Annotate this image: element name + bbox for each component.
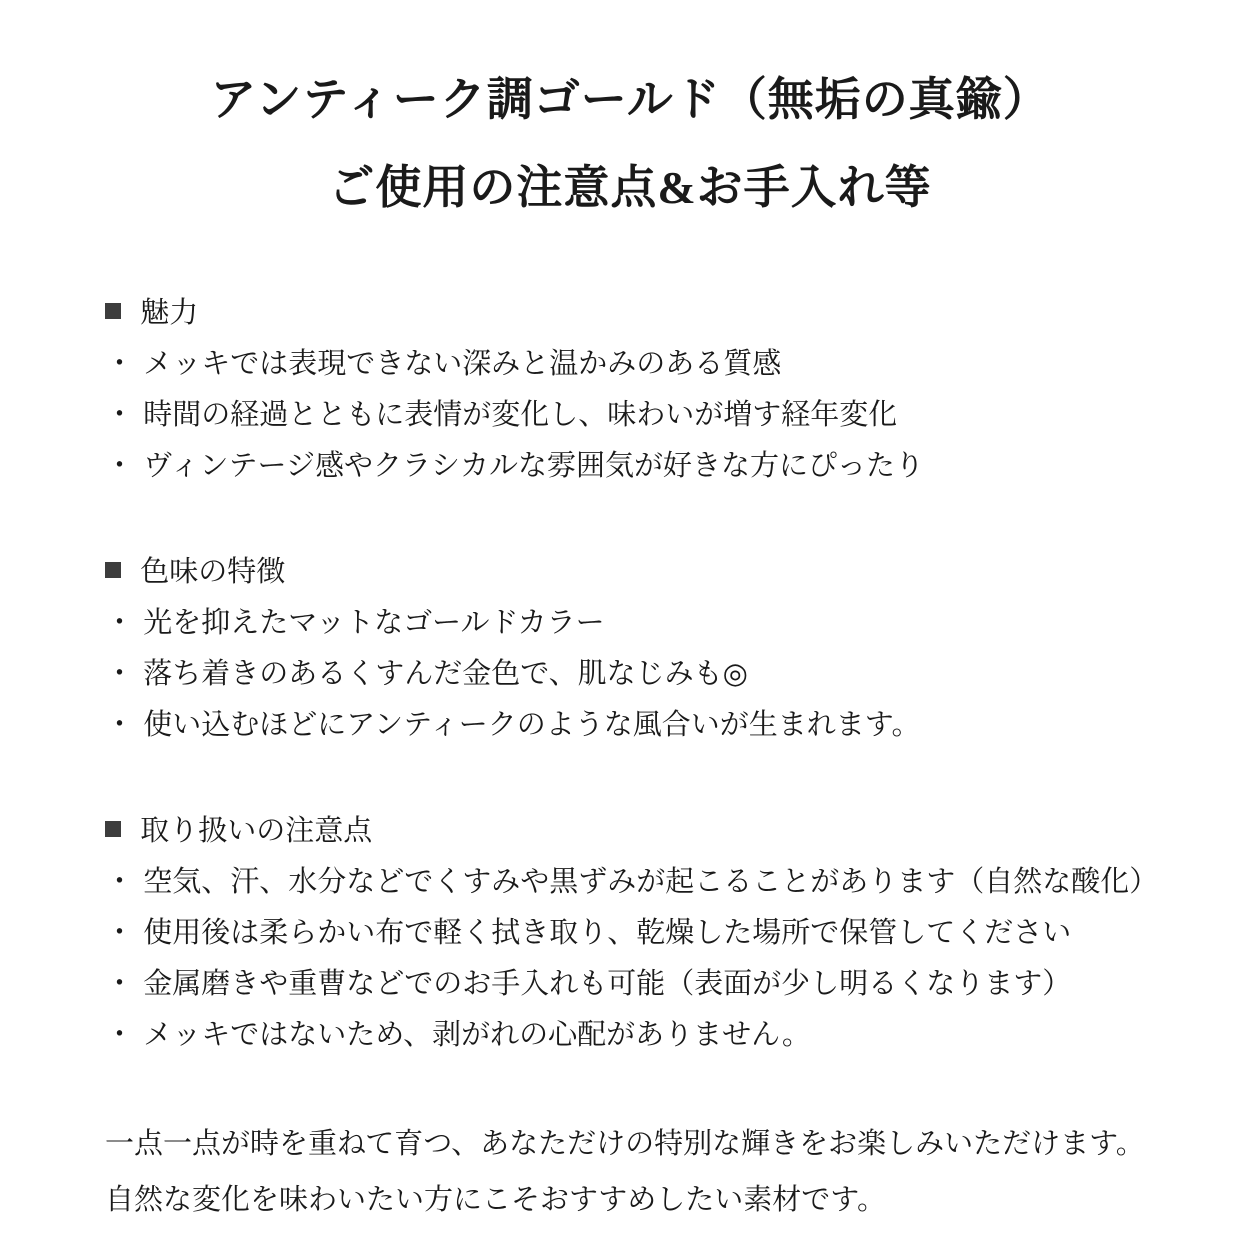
dot-bullet-icon: ・ xyxy=(105,968,135,1000)
section-heading-text: 取り扱いの注意点 xyxy=(140,815,373,847)
list-item-text: 落ち着きのあるくすんだ金色で、肌なじみも◎ xyxy=(143,658,748,690)
dot-bullet-icon: ・ xyxy=(105,348,135,380)
list-item xyxy=(105,1010,1215,1061)
list-item-text: メッキでは表現できない深みと温かみのある質感 xyxy=(143,348,782,380)
page-title xyxy=(0,56,1260,232)
section-heading xyxy=(105,806,1215,857)
section-appeal xyxy=(105,288,1215,492)
list-item-text: 使い込むほどにアンティークのような風合いが生まれます。 xyxy=(143,709,921,741)
square-bullet-icon xyxy=(105,562,121,578)
list-item-text: 使用後は柔らかい布で軽く拭き取り、乾燥した場所で保管してください xyxy=(143,917,1072,949)
dot-bullet-icon: ・ xyxy=(105,1019,135,1051)
list-item xyxy=(105,649,1215,700)
section-color xyxy=(105,547,1215,751)
list-item-text: 金属磨きや重曹などでのお手入れも可能（表面が少し明るくなります） xyxy=(143,968,1072,1000)
section-handling xyxy=(105,806,1215,1061)
list-item xyxy=(105,959,1215,1010)
page-title-line2: ご使用の注意点&お手入れ等 xyxy=(328,162,932,213)
list-item-text: ヴィンテージ感やクラシカルな雰囲気が好きな方にぴったり xyxy=(143,450,924,482)
list-item xyxy=(105,598,1215,649)
list-item xyxy=(105,339,1215,390)
dot-bullet-icon: ・ xyxy=(105,450,135,482)
page-title-line1: アンティーク調ゴールド（無垢の真鍮） xyxy=(210,74,1050,125)
square-bullet-icon xyxy=(105,303,121,319)
dot-bullet-icon: ・ xyxy=(105,658,135,690)
section-heading xyxy=(105,288,1215,339)
list-item xyxy=(105,857,1215,908)
section-heading-text: 魅力 xyxy=(140,297,199,329)
dot-bullet-icon: ・ xyxy=(105,607,135,639)
closing-line1: 一点一点が時を重ねて育つ、あなただけの特別な輝きをお楽しみいただけます。 xyxy=(105,1128,1145,1160)
dot-bullet-icon: ・ xyxy=(105,866,135,898)
list-item-text: 時間の経過とともに表情が変化し、味わいが増す経年変化 xyxy=(143,399,898,431)
dot-bullet-icon: ・ xyxy=(105,709,135,741)
list-item xyxy=(105,700,1215,751)
content-area xyxy=(105,288,1215,1061)
dot-bullet-icon: ・ xyxy=(105,399,135,431)
closing-line2: 自然な変化を味わいたい方にこそおすすめしたい素材です。 xyxy=(105,1184,886,1216)
dot-bullet-icon: ・ xyxy=(105,917,135,949)
list-item-text: 光を抑えたマットなゴールドカラー xyxy=(143,607,605,639)
square-bullet-icon xyxy=(105,821,121,837)
list-item xyxy=(105,390,1215,441)
list-item-text: メッキではないため、剥がれの心配がありません。 xyxy=(143,1019,811,1051)
list-item xyxy=(105,908,1215,959)
list-item-text: 空気、汗、水分などでくすみや黒ずみが起こることがあります（自然な酸化） xyxy=(143,866,1159,898)
section-heading xyxy=(105,547,1215,598)
list-item xyxy=(105,441,1215,492)
closing-paragraph xyxy=(105,1116,1215,1228)
section-heading-text: 色味の特徴 xyxy=(140,556,286,588)
